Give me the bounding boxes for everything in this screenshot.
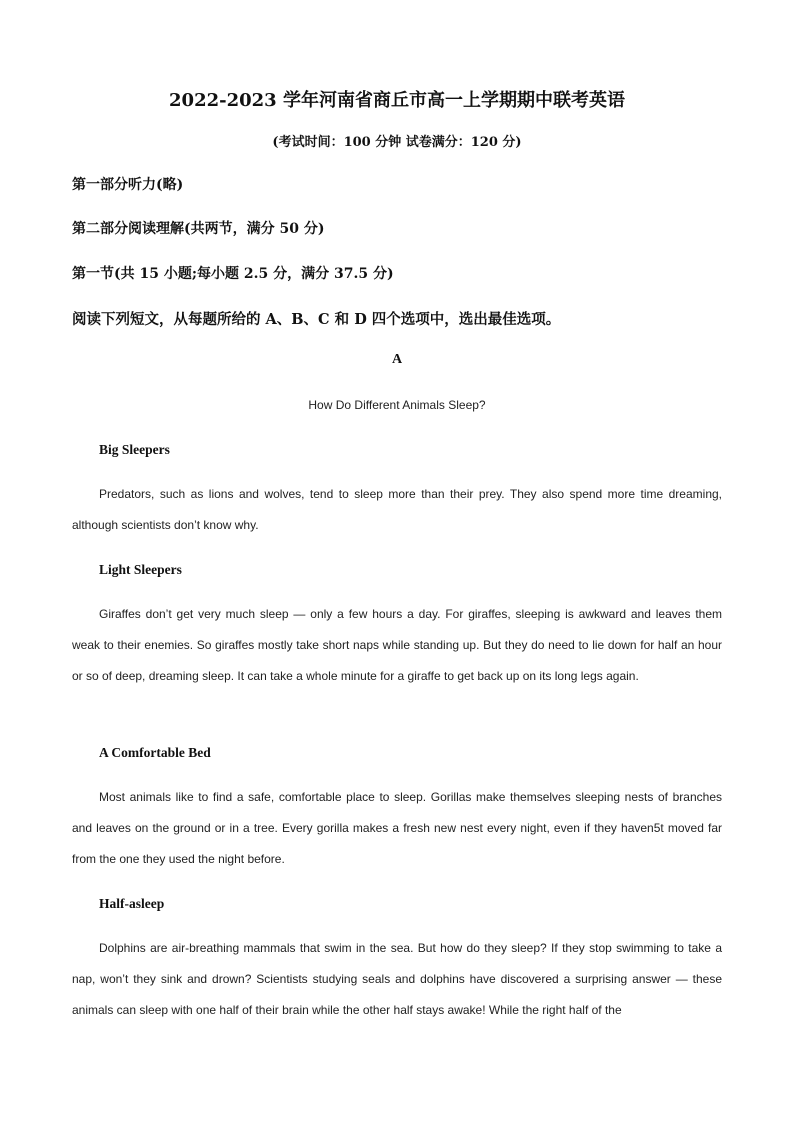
passage-heading-half-asleep: Half-asleep	[99, 896, 165, 911]
section-1-header: 第一节(共 15 小题;每小题 2.5 分，满分 37.5 分)	[72, 266, 394, 282]
passage-paragraph-comfortable-bed: Most animals like to find a safe, comfortable place to sleep. Gorillas make themselves sleeping nests of branches and leaves on the ground or in a tree. Every gorilla makes a fresh new nest every night, even if they haven5t moved far from the one they used the night before.	[72, 790, 722, 866]
passage-heading-light-sleepers: Light Sleepers	[99, 562, 182, 577]
passage-letter: A	[391, 352, 403, 367]
document-title: 2022-2023 学年河南省商丘市高一上学期期中联考英语	[169, 90, 625, 111]
passage-paragraph-light-sleepers: Giraffes don’t get very much sleep — only a few hours a day. For giraffes, sleeping is awkward and leaves them weak to their enemies. So giraffes mostly take short naps while standing up. But they do need to lie down for half an hour or so of deep, dreaming sleep. It can take a whole minute for a giraffe to get back up on its long legs again.	[72, 607, 722, 683]
passage-heading-big-sleepers: Big Sleepers	[99, 442, 170, 457]
passage-title: How Do Different Animals Sleep?	[308, 398, 486, 412]
exam-info: (考试时间：100 分钟 试卷满分：120 分)	[272, 135, 522, 150]
reading-instruction: 阅读下列短文，从每题所给的 A、B、C 和 D 四个选项中，选出最佳选项。	[72, 311, 561, 328]
section-part1-listening: 第一部分听力(略)	[72, 177, 184, 193]
passage-paragraph-big-sleepers: Predators, such as lions and wolves, tend to sleep more than their prey. They also spend more time dreaming, although scientists don’t know why.	[72, 487, 722, 532]
section-part2-reading: 第二部分阅读理解(共两节，满分 50 分)	[72, 221, 325, 237]
passage-paragraph-half-asleep: Dolphins are air-breathing mammals that swim in the sea. But how do they sleep? If they stop swimming to take a nap, won’t they sink and drown? Scientists studying seals and dolphins have discovered a surprising answer — these animals can sleep with one half of their brain while the other half stays awake! While the right half of the	[72, 941, 722, 1017]
passage-heading-comfortable-bed: A Comfortable Bed	[99, 745, 211, 760]
